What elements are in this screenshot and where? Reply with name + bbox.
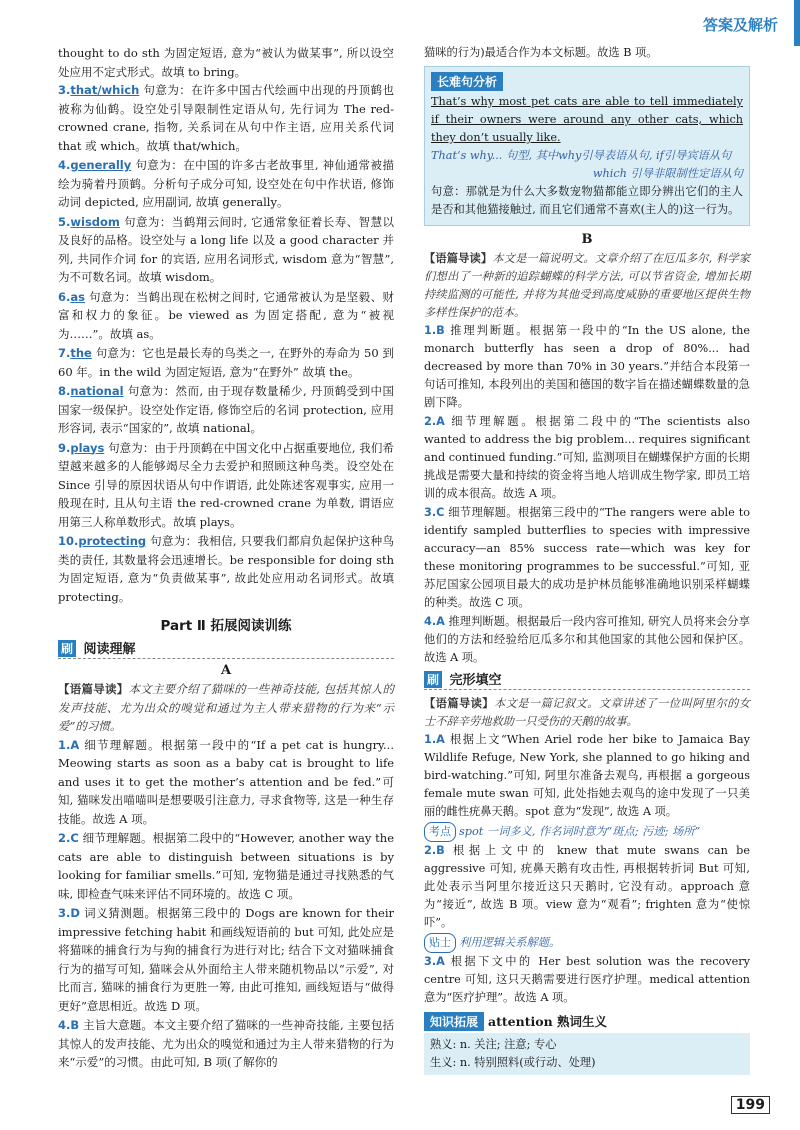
item-number: 7. (58, 346, 71, 360)
passage-guide-b: 【语篇导读】本文是一篇说明文。文章介绍了在厄瓜多尔, 科学家们想出了一种新的追踪蝴蝶的科学方法, 可以节省资金, 增加长期持续监测的可能性, 并将为其他受到高度威胁的重要地区提供生物多样性保护的范本。 (424, 251, 750, 319)
item-answer: B (436, 844, 445, 857)
item-answer: A (436, 733, 445, 746)
cloze-item (424, 953, 750, 1007)
section-reading-header (58, 638, 394, 659)
cloze-item (424, 842, 750, 932)
item-text: 根据下文中的 Her best solution was the recovery centre 可知, 这只天鹅需要进行医疗护理。medical attention 意为“医疗护理”。故选 A 项。 (424, 955, 751, 1004)
item-text: 句意为：当鹤出现在松树之间时, 它通常被认为是坚毅、财富和权力的象征。be viewed as 为固定搭配, 意为“被视为……”。故填 as。 (58, 289, 394, 341)
item-number: 6. (58, 289, 71, 304)
item-text: 句意为：我相信, 只要我们都肩负起保护这种鸟类的责任, 其数量将会迅速增长。be responsible for doing sth 为固定短语, 意为“负责做某事”, 故此处应用动名词形式。故填 protecting。 (58, 534, 394, 604)
tip-note (424, 933, 750, 953)
grammar-item (58, 288, 394, 344)
reading-a-item (58, 829, 394, 903)
item-number: 10. (58, 534, 79, 548)
item-answer: A (70, 737, 80, 752)
item-text: 推理判断题。根据第一段中的“In the US alone, the monarch butterfly has seen a drop of 80%... had decreased by more than 70% in 30 years.”并结合本段第一句话可推知, 本段列出的美国和德国的数字旨在描述蝴蝶数量的急剧下降。 (424, 324, 750, 409)
grammar-item (58, 439, 394, 532)
item-answer: B (70, 1018, 80, 1032)
reading-a-item (58, 1016, 394, 1072)
item-text: 句意为：由于丹顶鹤在中国文化中占据重要地位, 我们希望越来越多的人能够竭尽全力去爱护和照顾这种鸟类。设空处在 Since 引导的原因状语从句中作谓语, 此处陈述客观事实, 应用一般现在时, 且从句主语 the red-crowned crane 为单数, 谓语应用第三人称单数形式。故填 plays。 (58, 440, 394, 529)
intro-line: thought to do sth 为固定短语, 意为“被认为做某事”, 所以设空处应用不定式形式。故填 to bring。 (58, 46, 394, 79)
continuation-line: 猫咪的行为)最适合作为本文标题。故选 B 项。 (424, 46, 658, 59)
grammar-item (58, 344, 394, 381)
item-text: 根据上文“When Ariel rode her bike to Jamaica Bay Wildlife Refuge, New York, she planned to go hiking and bird-watching.”可知, 阿里尔准备去观鸟, 再根据 a gorgeous female mute swan 可知, 此处指她去观鸟的途中发现了一只美丽的雌性疣鼻天鹅。spot 意为“发现”, 故选 A 项。 (424, 733, 750, 818)
item-text: 句意为：然而, 由于现存数量稀少, 丹顶鹤受到中国国家一级保护。设空处作定语, 修饰空后的名词 protection, 应用形容词, 表示“国家的”, 故填 national。 (58, 384, 394, 435)
item-number: 3. (58, 83, 71, 97)
tip-text: spot 一词多义, 作名词时意为“斑点; 污迹; 场所” (459, 825, 701, 838)
passage-guide: 【语篇导读】本文主要介绍了猫咪的一些神奇技能, 包括其惊人的发声技能、尤为出众的嗅觉和通过为主人带来猎物的行为来“示爱”的习惯。 (58, 682, 395, 733)
item-text: 句意为：它也是最长寿的鸟类之一, 在野外的寿命为 50 到 60 年。in the wild 为固定短语, 意为“在野外” 故填 the。 (58, 346, 394, 379)
grammar-item (58, 532, 394, 606)
grammar-item (58, 382, 394, 438)
cloze-item (424, 731, 750, 821)
passage-letter-b: B (581, 232, 593, 247)
item-number: 2. (424, 844, 437, 857)
grammar-item (58, 156, 394, 212)
header-color-bar (794, 0, 800, 46)
passage-letter-a: A (220, 663, 232, 678)
item-text: 主旨大意题。本文主要介绍了猫咪的一些神奇技能, 主要包括其惊人的发声技能、尤为出众的嗅觉和通过为主人带来猎物的行为来“示爱”的习惯。由此可知, B 项(了解你的 (58, 1018, 395, 1069)
right-column (424, 44, 750, 1075)
item-number: 9. (58, 440, 71, 455)
item-answer: plays (70, 440, 105, 455)
item-text: 根据上文中的 knew that mute swans can be aggressive 可知, 疣鼻天鹅有攻击性, 再根据转折词 But 可知, 此处表示当阿里尔接近这只天鹅时, 它没有动。approach 意为“接近”, 故选 B 项。view 意为“观看”; frighten 意为“使惊吓”。 (424, 844, 750, 929)
item-text: 细节理解题。根据第三段中的“The rangers were able to identify sampled butterflies to species with impressive accuracy—an 85% success rate—which was key for these monitoring programmes to be successful.”可知, 亚苏尼国家公园项目最大的成功是护林员能够准确地识别采样蝴蝶的种类。故选 C 项。 (424, 506, 750, 609)
item-answer: C (436, 506, 445, 519)
analysis-note-2: which 引导非限制性定语从句 (592, 167, 743, 180)
item-answer: A (436, 955, 445, 968)
analysis-sentence: That’s why most pet cats are able to tell immediately if their owners were around any other cats, which they don’t usually like. (431, 95, 743, 144)
knowledge-box (424, 1033, 750, 1075)
item-number: 5. (58, 214, 71, 229)
left-column (58, 44, 394, 1073)
analysis-tag: 长难句分析 (431, 72, 503, 91)
item-number: 8. (58, 384, 71, 398)
item-answer: D (70, 906, 80, 920)
section2-tag-label: 完形填空 (449, 673, 502, 688)
item-text: 推理判断题。根据最后一段内容可推知, 研究人员将来会分享他们的方法和经验给厄瓜多尔和其他国家的其他公园和保护区。故选 A 项。 (424, 615, 751, 664)
long-sentence-analysis (424, 66, 750, 226)
item-number: 3. (424, 506, 437, 519)
item-text: 细节理解题。根据第二段中的“However, another way the cats are able to distinguish between situations is by looking for familiar smells.”可知, 宠物猫是通过寻找熟悉的气味, 即检查气味来评估不同环境的。故选 C 项。 (58, 831, 395, 901)
item-number: 4. (424, 615, 437, 628)
reading-a-item (58, 904, 394, 1015)
section2-tag-box: 刷 (424, 671, 442, 688)
item-text: 词义猜测题。根据第三段中的 Dogs are known for their impressive fetching habit 和画线短语前的 but 可知, 此处应是将猫咪的捕食行为与狗的捕食行为进行对比; 结合下文对猫咪捕食行为的描写可知, 猫咪会从外面给主人带来随机物品以“示爱”, 对比而言, 猫咪的捕食行为更胜一筹, 由此可推知, 画线短语与“做得更好”意思相近。故选 D 项。 (58, 906, 395, 1013)
reading-a-item (58, 736, 394, 829)
knowledge-line: 生义: n. 特别照料(或行动、处理) (430, 1056, 596, 1069)
item-answer: generally (70, 158, 132, 172)
grammar-item (58, 213, 394, 287)
item-number: 1. (424, 733, 437, 746)
part-title: Part Ⅱ 拓展阅读训练 (160, 618, 292, 634)
item-text: 细节理解题。根据第二段中的“The scientists also wanted to address the big problem... requires significant and continued funding.”可知, 监测项目在蝴蝶保护方面的长期挑战是需要大量和持续的资金将当地人培训成生物学家, 即员工培训的成本很高。故选 A 项。 (424, 415, 750, 500)
item-answer: protecting (78, 534, 147, 548)
knowledge-line: 熟义: n. 关注; 注意; 专心 (430, 1038, 557, 1051)
item-answer: A (436, 415, 445, 428)
analysis-translation: 句意：那就是为什么大多数宠物猫都能立即分辨出它们的主人是否和其他猫接触过, 而且它们通常不喜欢(主人的)这一行为。 (431, 185, 743, 216)
page-number: 199 (731, 1096, 770, 1114)
section-tag-label: 阅读理解 (83, 642, 136, 657)
item-text: 句意为：在中国的许多古老故事里, 神仙通常被描绘为骑着丹顶鹤。分析句子成分可知, 设空处在句中作状语, 修饰动词 depicted, 应用副词, 故填 generally。 (58, 158, 394, 209)
item-number: 2. (58, 831, 71, 845)
right-question-list (424, 322, 750, 667)
item-answer: A (436, 615, 445, 628)
knowledge-extension (424, 1011, 750, 1075)
item-text: 句意为：在许多中国古代绘画中出现的丹顶鹤也被称为仙鹤。设空处引导限制性定语从句, 先行词为 The red-crowned crane, 指物, 关系词在从句中作主语, 应用关系代词 that 或 which。故填 that/which。 (58, 83, 395, 153)
item-answer: as (70, 289, 85, 304)
item-number: 3. (424, 955, 437, 968)
item-answer: wisdom (70, 214, 120, 229)
analysis-note-1: That’s why... 句型, 其中why引导表语从句, if引导宾语从句 (431, 149, 732, 162)
passage-guide-cloze: 【语篇导读】本文是一篇记叙文。文章讲述了一位叫阿里尔的女士不辞辛劳地救助一只受伤的天鹅的故事。 (424, 696, 750, 728)
reading-b-item (424, 504, 750, 612)
section-cloze-header (424, 669, 750, 690)
section-tag-box: 刷 (58, 640, 76, 657)
tip-text: 利用逻辑关系解题。 (459, 936, 561, 949)
item-answer: the (70, 346, 92, 360)
item-number: 4. (58, 1018, 71, 1032)
item-answer: B (436, 324, 445, 337)
item-number: 1. (58, 737, 71, 752)
item-number: 3. (58, 906, 71, 920)
page-header-title: 答案及解析 (702, 16, 778, 34)
item-text: 细节理解题。根据第一段中的“If a pet cat is hungry... Meowing starts as soon as a baby cat is brought to life and uses it to get the mother’s attention and be fed.”可知, 猫咪发出喵喵叫是想要吸引注意力, 寻求食物等, 这是一种生存技能。故选 A 项。 (58, 737, 394, 826)
reading-b-item (424, 413, 750, 503)
left-answer-list (58, 81, 394, 606)
tip-note (424, 822, 750, 842)
knowledge-word: attention 熟词生义 (488, 1014, 608, 1029)
left-question-list (58, 736, 394, 1072)
item-number: 4. (58, 158, 71, 172)
item-number: 1. (424, 324, 437, 337)
tip-label: 考点 (424, 822, 456, 842)
tip-label: 贴士 (424, 933, 456, 953)
reading-b-item (424, 322, 750, 412)
cloze-answer-list (424, 731, 750, 1007)
reading-b-item (424, 613, 750, 667)
knowledge-tag: 知识拓展 (424, 1012, 484, 1031)
item-answer: national (70, 384, 124, 398)
item-text: 句意为：当鹤翔云间时, 它通常象征着长寿、智慧以及良好的品格。设空处与 a long life 以及 a good character 并列, 共同作介词 for 的宾语, 应用名词形式, wisdom 意为“智慧”, 为不可数名词。故填 wisdom。 (58, 214, 395, 284)
grammar-item (58, 81, 394, 155)
item-number: 2. (424, 415, 437, 428)
item-answer: C (70, 831, 79, 845)
item-answer: that/which (70, 83, 140, 97)
